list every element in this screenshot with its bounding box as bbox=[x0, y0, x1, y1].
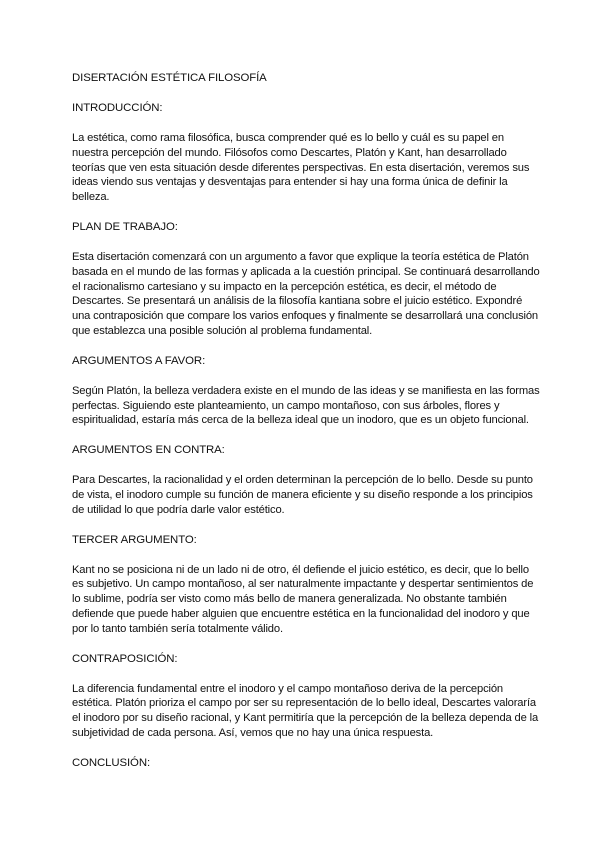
section-heading-contraposicion: CONTRAPOSICIÓN: bbox=[72, 652, 178, 665]
section-text-contraposicion: La diferencia fundamental entre el inodoro y el campo montañoso deriva de la percepción estética. Platón prioriza el campo por ser su representación de lo bello ideal, Descartes valoraría el inodoro por su diseño racional, y Kant permitiría que la percepción de la belleza dependa de la subjetividad de cada persona. Así, vemos que no hay una única respuesta. bbox=[72, 682, 539, 739]
section-text-introduccion: La estética, como rama filosófica, busca comprender qué es lo bello y cuál es su papel en nuestra percepción del mundo. Filósofos como Descartes, Platón y Kant, han desarrollado teorías que ven esta situación desde diferentes perspectivas. En esta disertación, veremos sus ideas viendo sus ventajas y desventajas para entender si hay una forma única de definir la belleza. bbox=[72, 132, 530, 204]
section-heading-tercer-argumento: TERCER ARGUMENTO: bbox=[72, 533, 197, 546]
section-heading-argumentos-a-favor: ARGUMENTOS A FAVOR: bbox=[72, 354, 206, 367]
section-text-plan-de-trabajo: Esta disertación comenzará con un argumento a favor que explique la teoría estética de Platón basada en el mundo de las formas y aplicada a la cuestión principal. Se continuará desarrollando el racionalismo cartesiano y su impacto en la percepción estética, es decir, el método de Descartes. Se presentará un análisis de la filosofía kantiana sobre el juicio estético. Expondré una contraposición que compare los varios enfoques y finalmente se desarrollará una conclusión que establezca una posible solución al problema fundamental. bbox=[72, 250, 540, 337]
section-heading-introduccion: INTRODUCCIÓN: bbox=[72, 102, 163, 114]
section-heading-argumentos-en-contra: ARGUMENTOS EN CONTRA: bbox=[72, 444, 225, 457]
document-title: DISERTACIÓN ESTÉTICA FILOSOFÍA bbox=[72, 72, 267, 84]
section-text-argumentos-a-favor: Según Platón, la belleza verdadera existe en el mundo de las ideas y se manifiesta en las formas perfectas. Siguiendo este planteamiento, un campo montañoso, con sus árboles, flores y espiritualidad, estaría más cerca de la belleza ideal que un inodoro, que es un objeto funcional. bbox=[72, 384, 540, 427]
section-heading-plan-de-trabajo: PLAN DE TRABAJO: bbox=[72, 220, 178, 233]
section-text-tercer-argumento: Kant no se posiciona ni de un lado ni de otro, él defiende el juicio estético, es decir, que lo bello es subjetivo. Un campo montañoso, al ser naturalmente impactante y despertar sentimientos de lo sublime, podría ser visto como más bello de manera generalizada. No obstante también defiende que puede haber alguien que encuentre estética en la funcionalidad del inodoro y que por lo tanto también sería totalmente válido. bbox=[72, 563, 534, 635]
section-text-argumentos-en-contra: Para Descartes, la racionalidad y el orden determinan la percepción de lo bello. Desde su punto de vista, el inodoro cumple su función de manera eficiente y su diseño responde a los principios de utilidad lo que podría darle valor estético. bbox=[72, 474, 533, 516]
section-heading-conclusion: CONCLUSIÓN: bbox=[72, 756, 151, 769]
